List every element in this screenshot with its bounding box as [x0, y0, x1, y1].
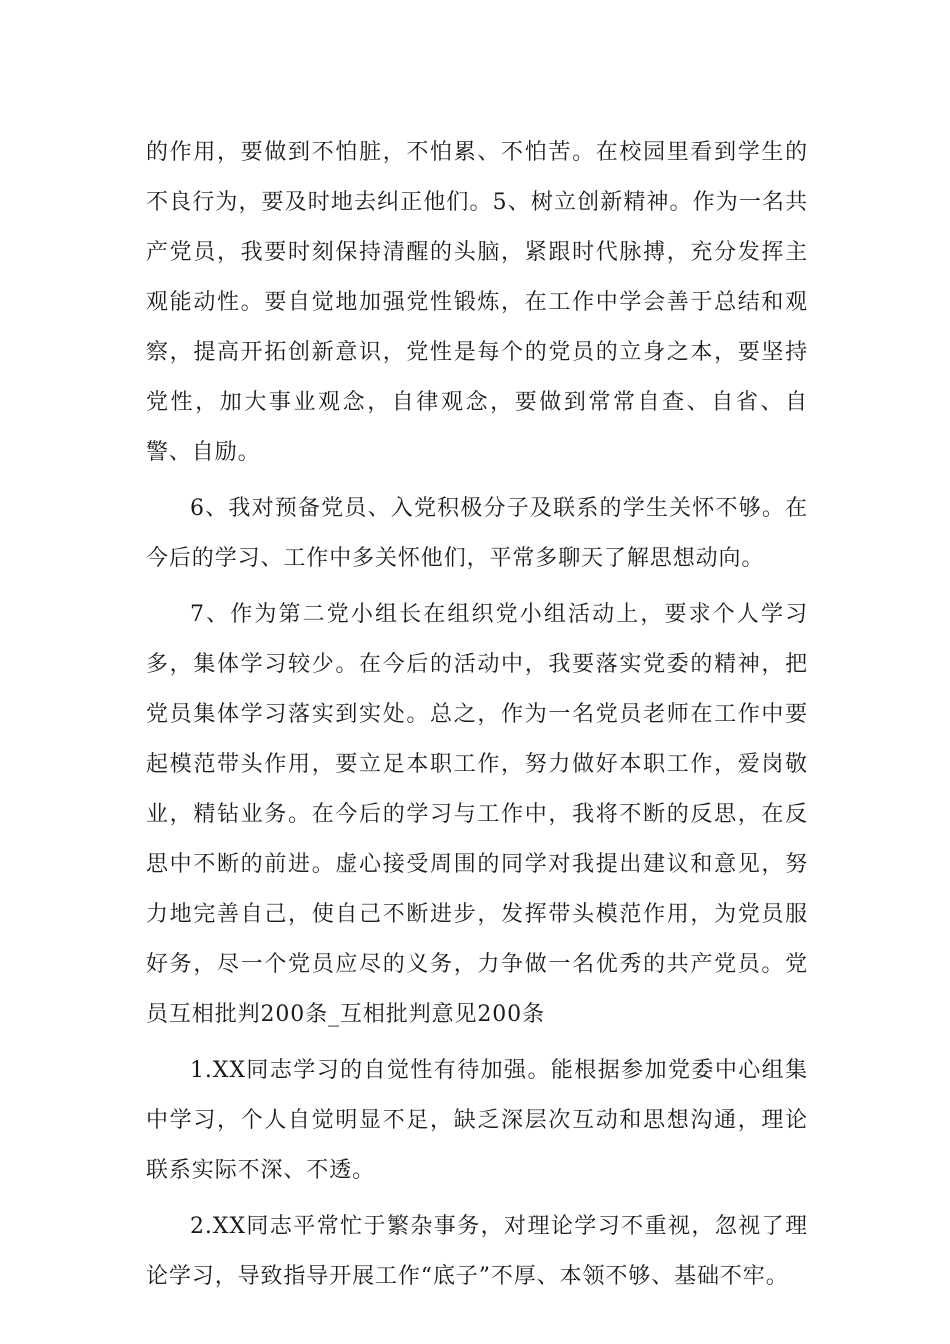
paragraph-item-6: 6、我对预备党员、入党积极分子及联系的学生关怀不够。在今后的学习、工作中多关怀他们，平常多聊天了解思想动向。 [146, 496, 808, 571]
paragraph-criticism-2: 2.XX同志平常忙于繁杂事务，对理论学习不重视，忽视了理论学习，导致指导开展工作“底子”不厚、本领不够、基础不牢。 [146, 1214, 808, 1289]
document-body [146, 128, 808, 1308]
paragraph-criticism-1: 1.XX同志学习的自觉性有待加强。能根据参加党委中心组集中学习，个人自觉明显不足，缺乏深层次互动和思想沟通，理论联系实际不深、不透。 [146, 1058, 808, 1183]
paragraph-continuation: 的作用，要做到不怕脏，不怕累、不怕苦。在校园里看到学生的不良行为，要及时地去纠正他们。5、树立创新精神。作为一名共产党员，我要时刻保持清醒的头脑，紧跟时代脉搏，充分发挥主观能动性。要自觉地加强党性锻炼，在工作中学会善于总结和观察，提高开拓创新意识，党性是每个的党员的立身之本，要坚持党性，加大事业观念，自律观念，要做到常常自查、自省、自警、自励。 [146, 140, 808, 465]
paragraph-item-7: 7、作为第二党小组长在组织党小组活动上，要求个人学习多，集体学习较少。在今后的活动中，我要落实党委的精神，把党员集体学习落实到实处。总之，作为一名党员老师在工作中要起模范带头作用，要立足本职工作，努力做好本职工作，爱岗敬业，精钻业务。在今后的学习与工作中，我将不断的反思，在反思中不断的前进。虚心接受周围的同学对我提出建议和意见，努力地完善自己，使自己不断进步，发挥带头模范作用，为党员服好务，尽一个党员应尽的义务，力争做一名优秀的共产党员。党员互相批判200条_互相批判意见200条 [146, 602, 808, 1027]
